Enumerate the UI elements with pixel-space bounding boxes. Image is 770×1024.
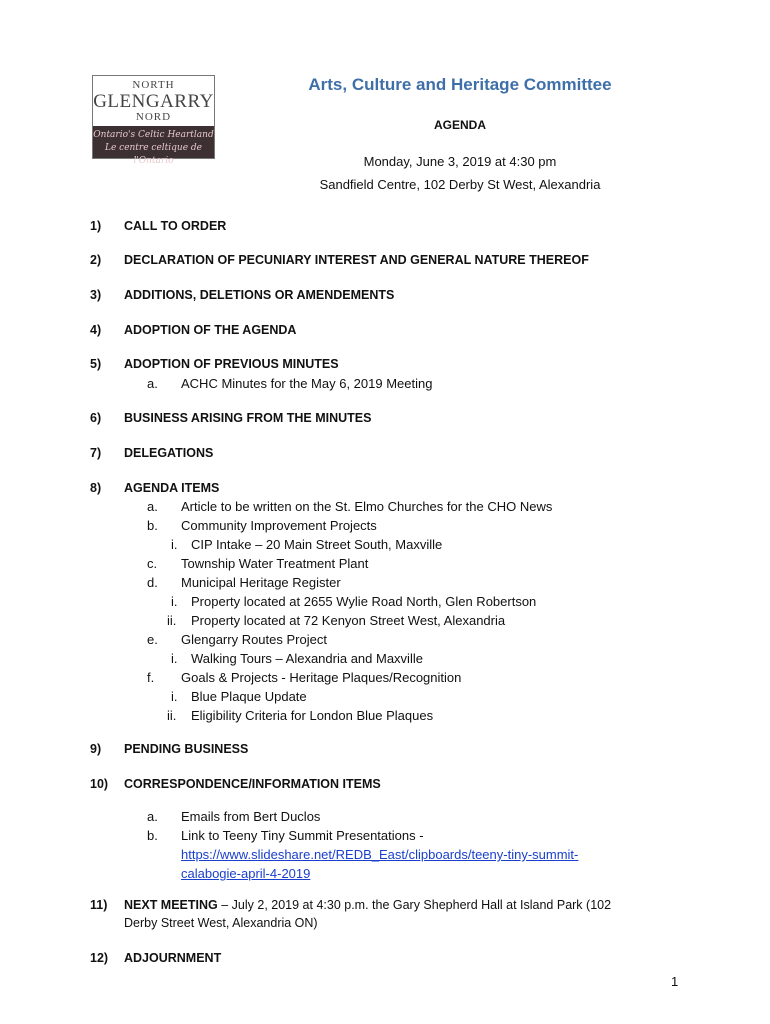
- item-number: 12): [90, 951, 109, 965]
- item-number: 5): [90, 357, 102, 371]
- item-number: 10): [90, 777, 109, 791]
- next-meeting-details-continued: Derby Street West, Alexandria ON): [124, 916, 318, 930]
- sub-item-label: f.: [147, 670, 155, 685]
- north-glengarry-logo: [92, 75, 215, 166]
- item-adoption-minutes: ADOPTION OF PREVIOUS MINUTES: [124, 357, 339, 371]
- agenda-label: AGENDA: [433, 118, 486, 132]
- item-adoption-agenda: ADOPTION OF THE AGENDA: [124, 323, 297, 337]
- page-number: 1: [671, 974, 679, 989]
- sub-item-text: ACHC Minutes for the May 6, 2019 Meeting: [181, 376, 433, 391]
- item-call-to-order: CALL TO ORDER: [124, 219, 227, 233]
- next-meeting-details: – July 2, 2019 at 4:30 p.m. the Gary Shepherd Hall at Island Park (102: [217, 898, 612, 912]
- item-number: 2): [90, 253, 102, 267]
- sub-sub-item-label: i.: [171, 689, 178, 704]
- item-number: 6): [90, 411, 102, 425]
- item-number: 9): [90, 742, 102, 756]
- item-adjournment: ADJOURNMENT: [124, 951, 222, 965]
- sub-item-label: b.: [147, 828, 158, 843]
- sub-item-text: Township Water Treatment Plant: [181, 556, 369, 571]
- item-number: 8): [90, 481, 102, 495]
- item-number: 1): [90, 219, 102, 233]
- item-correspondence: CORRESPONDENCE/INFORMATION ITEMS: [124, 777, 381, 791]
- sub-sub-item-text: Eligibility Criteria for London Blue Plaques: [191, 708, 434, 723]
- meeting-location: Sandfield Centre, 102 Derby St West, Alexandria: [319, 177, 601, 192]
- logo-north: NORTH: [132, 79, 175, 91]
- item-additions: ADDITIONS, DELETIONS OR AMENDEMENTS: [124, 288, 395, 302]
- committee-title: Arts, Culture and Heritage Committee: [308, 75, 612, 94]
- sub-sub-item-text: CIP Intake – 20 Main Street South, Maxville: [191, 537, 443, 552]
- item-number: 7): [90, 446, 102, 460]
- item-number: 11): [90, 898, 108, 912]
- sub-item-text: Glengarry Routes Project: [181, 632, 327, 647]
- sub-item-label: b.: [147, 518, 158, 533]
- sub-sub-item-label: i.: [171, 594, 178, 609]
- sub-sub-item-text: Property located at 2655 Wylie Road North, Glen Robertson: [191, 594, 537, 609]
- sub-item-label: a.: [147, 499, 158, 514]
- sub-sub-item-label: i.: [171, 537, 178, 552]
- sub-sub-item-text: Property located at 72 Kenyon Street West, Alexandria: [191, 613, 506, 628]
- meeting-date: Monday, June 3, 2019 at 4:30 pm: [363, 154, 557, 169]
- sub-item-text: Article to be written on the St. Elmo Churches for the CHO News: [181, 499, 553, 514]
- sub-item-label: d.: [147, 575, 158, 590]
- slideshare-link[interactable]: https://www.slideshare.net/REDB_East/clipboards/teeny-tiny-summit-: [181, 847, 579, 862]
- sub-sub-item-label: ii.: [167, 708, 177, 723]
- item-number: 4): [90, 323, 102, 337]
- sub-item-text: Community Improvement Projects: [181, 518, 377, 533]
- sub-sub-item-text: Blue Plaque Update: [191, 689, 307, 704]
- next-meeting-label: NEXT MEETING: [124, 898, 218, 912]
- item-business-arising: BUSINESS ARISING FROM THE MINUTES: [124, 411, 372, 425]
- item-number: 3): [90, 288, 102, 302]
- item-pending-business: PENDING BUSINESS: [124, 742, 249, 756]
- item-delegations: DELEGATIONS: [124, 446, 214, 460]
- sub-item-text: Goals & Projects - Heritage Plaques/Recognition: [181, 670, 462, 685]
- sub-sub-item-label: ii.: [167, 613, 177, 628]
- logo-tagline-fr: Le centre celtique de l'Ontario: [104, 143, 202, 166]
- item-next-meeting: [124, 898, 611, 912]
- sub-item-label: a.: [147, 809, 158, 824]
- logo-nord: NORD: [135, 111, 172, 123]
- sub-item-label: c.: [147, 556, 158, 571]
- sub-item-label: e.: [147, 632, 158, 647]
- item-declaration: DECLARATION OF PECUNIARY INTEREST AND GENERAL NATURE THEREOF: [124, 253, 589, 267]
- logo-tagline-band: [93, 126, 214, 166]
- slideshare-link-continued[interactable]: calabogie-april-4-2019: [181, 866, 311, 881]
- logo-glengarry: GLENGARRY: [93, 91, 214, 112]
- item-agenda-items: AGENDA ITEMS: [124, 481, 220, 495]
- sub-item-label: a.: [147, 376, 158, 391]
- logo-tagline-en: Ontario's Celtic Heartland: [93, 130, 214, 140]
- sub-item-text: Emails from Bert Duclos: [181, 809, 321, 824]
- sub-item-text: Link to Teeny Tiny Summit Presentations -: [181, 828, 424, 843]
- sub-sub-item-label: i.: [171, 651, 178, 666]
- sub-sub-item-text: Walking Tours – Alexandria and Maxville: [191, 651, 423, 666]
- sub-item-text: Municipal Heritage Register: [181, 575, 341, 590]
